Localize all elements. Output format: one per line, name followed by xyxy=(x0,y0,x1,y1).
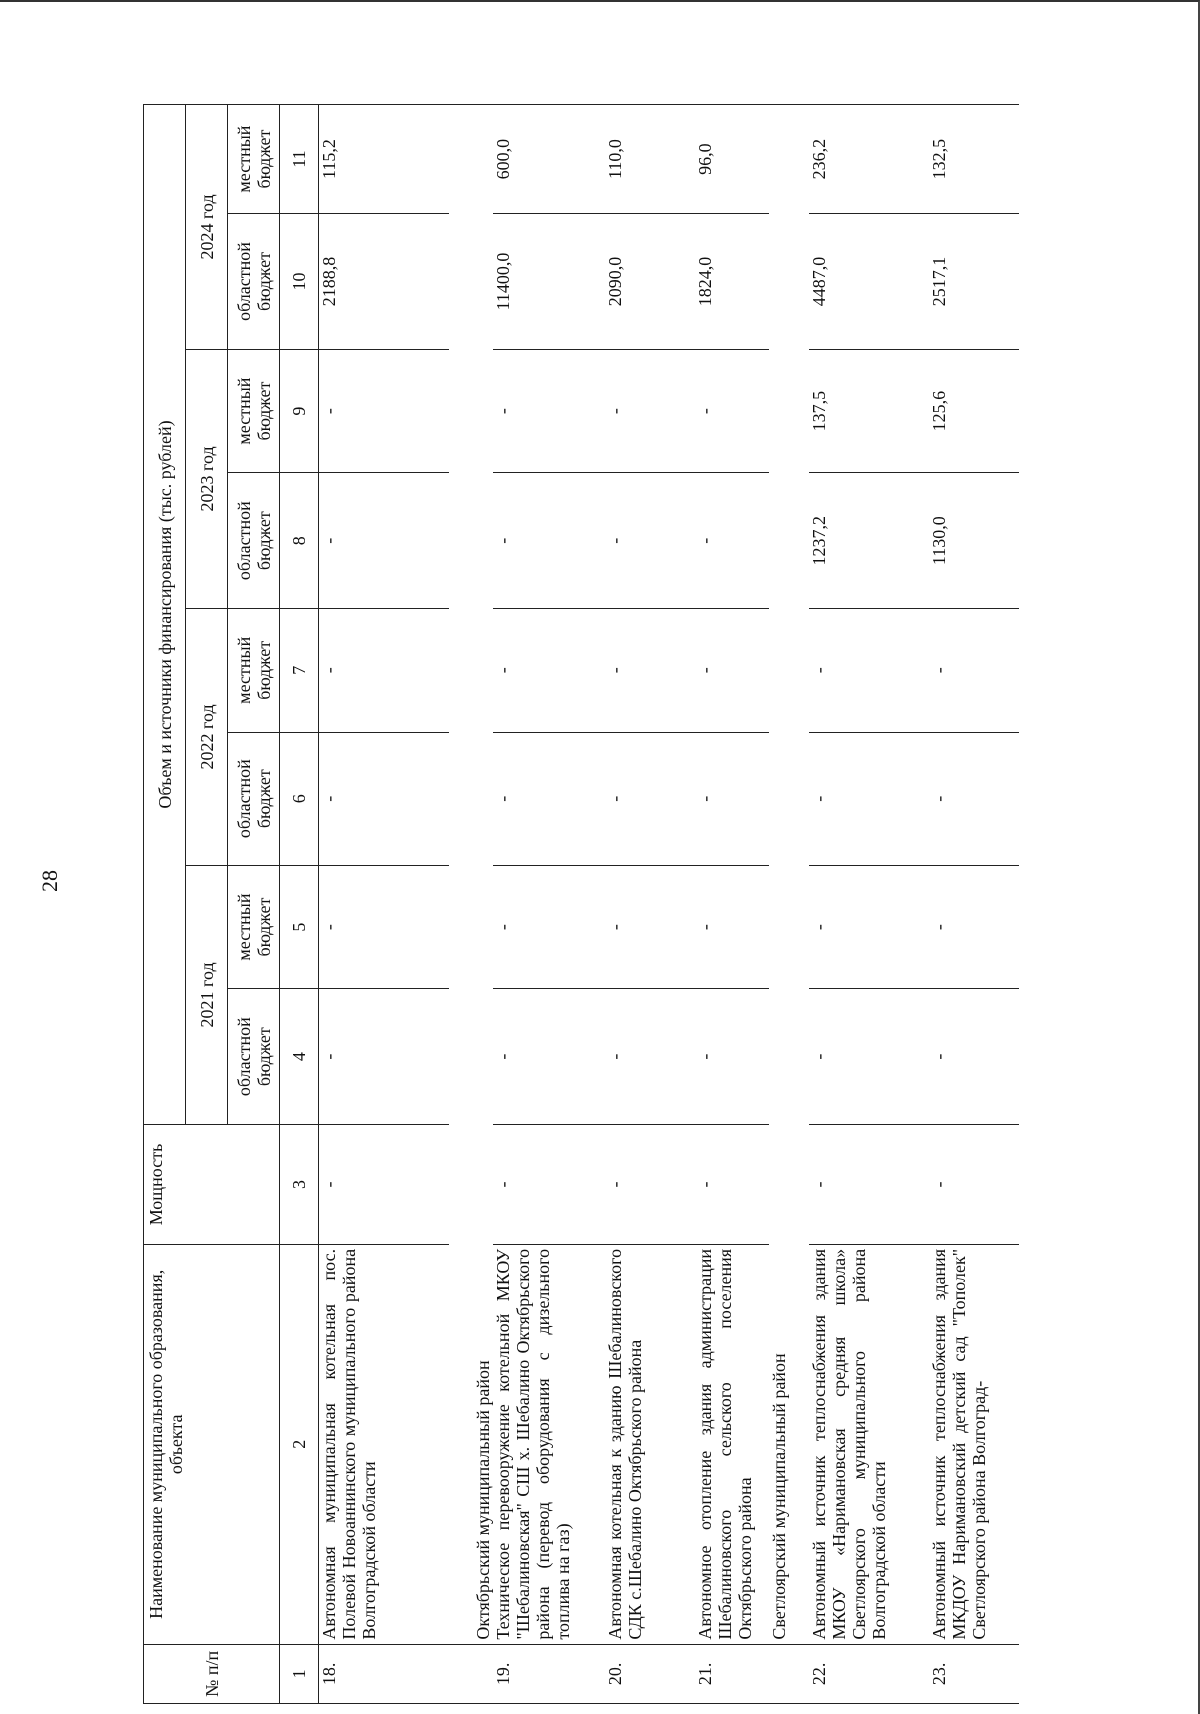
power-value: - xyxy=(809,1125,929,1245)
cell-value: 2188,8 xyxy=(319,214,449,350)
object-name: Автономная муниципальная котельная пос. Полевой Новоаннинского муниципального района Волгоградской области xyxy=(319,1244,449,1644)
column-number: 8 xyxy=(280,473,319,609)
header-local: местный бюджет xyxy=(228,105,280,214)
row-number: 19. xyxy=(493,1644,605,1703)
column-number: 5 xyxy=(280,865,319,989)
cell-value: - xyxy=(809,865,929,989)
cell-value: 11400,0 xyxy=(493,214,605,350)
power-value: - xyxy=(929,1125,1019,1245)
cell-value: - xyxy=(493,349,605,473)
row-number: 22. xyxy=(809,1644,929,1703)
cell-value: 2090,0 xyxy=(605,214,695,350)
row-number: 20. xyxy=(605,1644,695,1703)
header-volume: Объем и источники финансирования (тыс. рублей) xyxy=(144,105,186,1125)
header-regional: областной бюджет xyxy=(228,732,280,865)
cell-value: 1824,0 xyxy=(695,214,769,350)
row-number: 23. xyxy=(929,1644,1019,1703)
cell-value: 132,5 xyxy=(929,105,1019,214)
column-number-row xyxy=(280,105,319,1704)
cell-value: - xyxy=(695,349,769,473)
table-row xyxy=(319,105,449,1704)
header-local: местный бюджет xyxy=(228,865,280,989)
column-number: 11 xyxy=(280,105,319,214)
cell-value: 1237,2 xyxy=(809,473,929,609)
row-number: 21. xyxy=(695,1644,769,1703)
column-number: 7 xyxy=(280,609,319,733)
header-year-2022: 2022 год xyxy=(186,609,228,866)
cell-value: 110,0 xyxy=(605,105,695,214)
cell-value: - xyxy=(929,865,1019,989)
cell-value: 125,6 xyxy=(929,349,1019,473)
table-row xyxy=(605,105,695,1704)
cell-value: - xyxy=(695,989,769,1125)
cell-value: - xyxy=(605,473,695,609)
cell-value: 2517,1 xyxy=(929,214,1019,350)
header-power: Мощность xyxy=(144,1125,280,1245)
column-number: 2 xyxy=(280,1244,319,1644)
object-name: Автономный источник теплоснабжения здания МКДОУ Наримановский детский сад "Тополек" Светлоярского района Волгоград- xyxy=(929,1244,1019,1644)
object-name: Автономный источник теплоснабжения здания МКОУ «Наримановская средняя школа» Светлоярского муниципального района Волгоградской области xyxy=(809,1244,929,1644)
cell-value: 115,2 xyxy=(319,105,449,214)
cell-value: - xyxy=(695,732,769,865)
header-regional: областной бюджет xyxy=(228,214,280,350)
header-year-2021: 2021 год xyxy=(186,865,228,1124)
cell-value: - xyxy=(319,609,449,733)
cell-value: - xyxy=(319,989,449,1125)
cell-value: - xyxy=(929,989,1019,1125)
row-number: 18. xyxy=(319,1644,449,1703)
table-row xyxy=(929,105,1019,1704)
financing-table xyxy=(143,104,1019,1704)
column-number: 10 xyxy=(280,214,319,350)
power-value: - xyxy=(319,1125,449,1245)
power-value: - xyxy=(695,1125,769,1245)
cell-value: - xyxy=(809,609,929,733)
table-row xyxy=(809,105,929,1704)
column-number: 6 xyxy=(280,732,319,865)
header-num: № п/п xyxy=(144,1644,280,1703)
header-regional: областной бюджет xyxy=(228,989,280,1125)
section-row xyxy=(449,105,493,1704)
cell-value: - xyxy=(493,732,605,865)
cell-value: - xyxy=(809,989,929,1125)
table-row xyxy=(695,105,769,1704)
cell-value: 4487,0 xyxy=(809,214,929,350)
header-name: Наименование муниципального образования, объекта xyxy=(144,1244,280,1644)
cell-value: - xyxy=(493,609,605,733)
column-number: 1 xyxy=(280,1644,319,1703)
cell-value: - xyxy=(695,473,769,609)
cell-value: - xyxy=(319,732,449,865)
cell-value: - xyxy=(929,609,1019,733)
cell-value: - xyxy=(605,609,695,733)
header-year-2024: 2024 год xyxy=(186,105,228,350)
rotated-table-container xyxy=(143,104,1200,1704)
cell-value: 600,0 xyxy=(493,105,605,214)
cell-value: - xyxy=(605,989,695,1125)
object-name: Автономная котельная к зданию Шебалиновского СДК с.Шебалино Октябрьского района xyxy=(605,1244,695,1644)
section-title: Светлоярский муниципальный район xyxy=(769,105,809,1645)
object-name: Техническое перевооружение котельной МКОУ "Шебалиновская" СШ х. Шебалино Октябрьского района (перевод оборудования с дизельного топлива на газ) xyxy=(493,1244,605,1644)
cell-value: - xyxy=(929,732,1019,865)
header-local: местный бюджет xyxy=(228,349,280,473)
cell-value: - xyxy=(695,609,769,733)
column-number: 4 xyxy=(280,989,319,1125)
cell-value: - xyxy=(319,473,449,609)
cell-value: - xyxy=(319,865,449,989)
power-value: - xyxy=(493,1125,605,1245)
cell-value: - xyxy=(493,989,605,1125)
cell-value: - xyxy=(605,865,695,989)
cell-value: 137,5 xyxy=(809,349,929,473)
column-number: 3 xyxy=(280,1125,319,1245)
column-number: 9 xyxy=(280,349,319,473)
table-row xyxy=(493,105,605,1704)
cell-value: - xyxy=(809,732,929,865)
cell-value: 236,2 xyxy=(809,105,929,214)
cell-value: - xyxy=(319,349,449,473)
cell-value: - xyxy=(493,865,605,989)
header-year-2023: 2023 год xyxy=(186,349,228,608)
section-title: Октябрьский муниципальный район xyxy=(449,105,493,1645)
cell-value: 96,0 xyxy=(695,105,769,214)
cell-value: - xyxy=(605,349,695,473)
section-row xyxy=(769,105,809,1704)
page-number: 28 xyxy=(37,870,62,892)
cell-value: - xyxy=(695,865,769,989)
header-local: местный бюджет xyxy=(228,609,280,733)
power-value: - xyxy=(605,1125,695,1245)
header-regional: областной бюджет xyxy=(228,473,280,609)
cell-value: - xyxy=(605,732,695,865)
cell-value: 1130,0 xyxy=(929,473,1019,609)
cell-value: - xyxy=(493,473,605,609)
object-name: Автономное отопление здания администрации Шебалиновского сельского поселения Октябрьского района xyxy=(695,1244,769,1644)
